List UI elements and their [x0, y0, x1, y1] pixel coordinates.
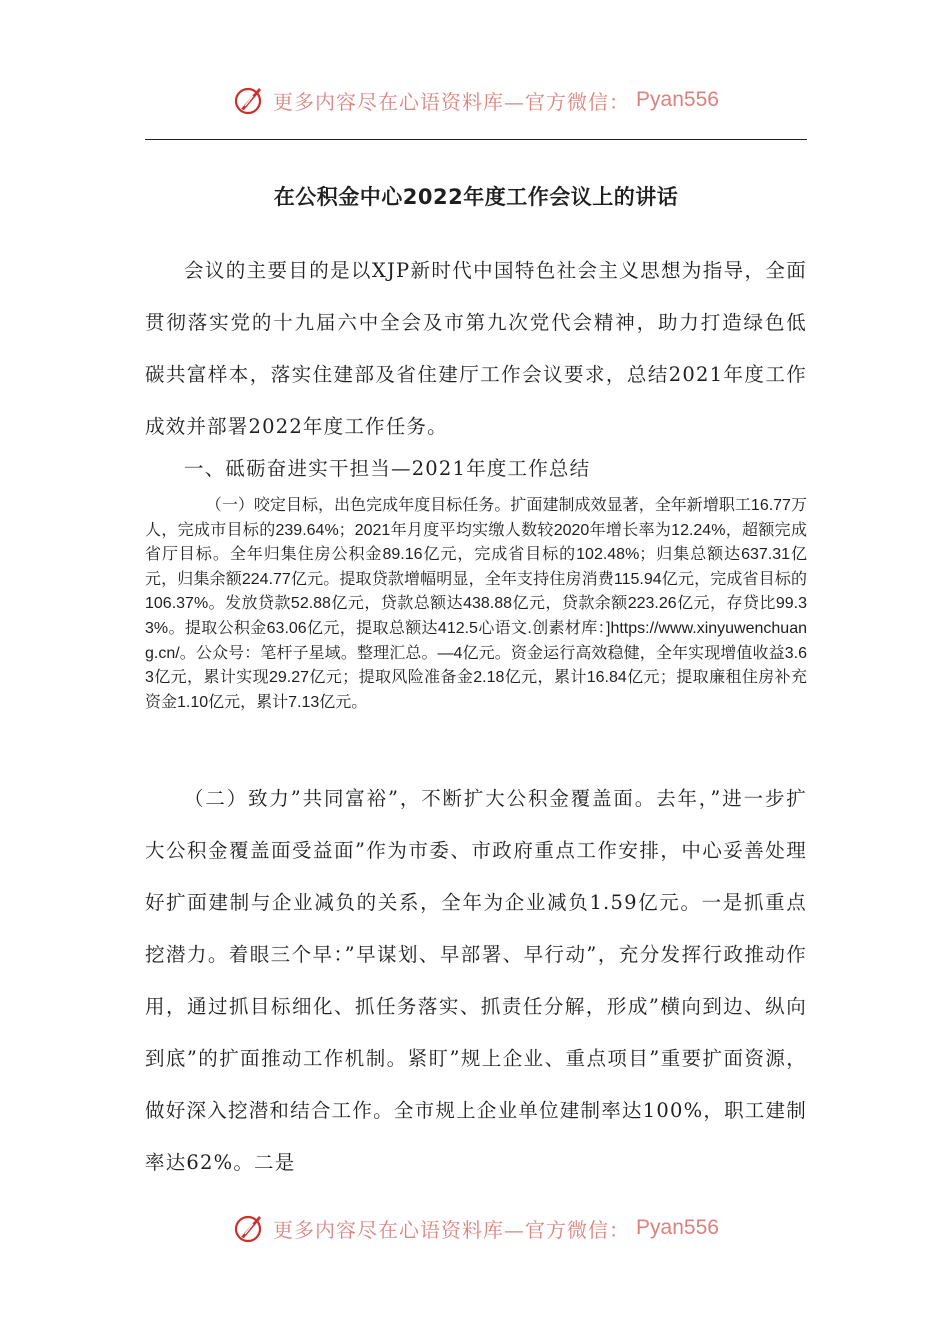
watermark-wechat-id: Pyan556 [636, 1216, 719, 1239]
intro-paragraph: 会议的主要目的是以XJP新时代中国特色社会主义思想为指导，全面贯彻落实党的十九届六中全会及市第九次党代会精神，助力打造绿色低碳共富样本，落实住建部及省住建厅工作会议要求，总结2021年度工作成效并部署2022年度工作任务。 [145, 259, 807, 438]
watermark-footer [0, 1210, 950, 1246]
header-divider [145, 139, 807, 140]
quill-circle-icon [231, 1210, 267, 1246]
watermark-wechat-id: Pyan556 [636, 88, 719, 111]
watermark-text: 更多内容尽在心语资料库—官方微信： [273, 1217, 631, 1242]
achievements-paragraph: （一）咬定目标，出色完成年度目标任务。扩面建制成效显著，全年新增职工16.77万人，完成市目标的239.64%；2021年月度平均实缴人数较2020年增长率为12.24%，超额完成省厅目标。全年归集住房公积金89.16亿元，完成省目标的102.48%；归集总额达637.31亿元，归集余额224.77亿元。提取贷款增幅明显，全年支持住房消费115.94亿元，完成省目标的106.37%。发放贷款52.88亿元，贷款总额达438.88亿元，贷款余额223.26亿元，存贷比99.33%。提取公积金63.06亿元，提取总额达412.5心语文.创素材库：]https://www.xinyuwenchuang.cn/。公众号：笔杆子星域。整理汇总。—4亿元。资金运行高效稳健，全年实现增值收益3.63亿元，累计实现29.27亿元；提取风险准备金2.18亿元，累计16.84亿元；提取廉租住房补充资金1.10亿元，累计7.13亿元。 [145, 497, 807, 711]
watermark-text: 更多内容尽在心语资料库—官方微信： [273, 89, 631, 114]
document-title: 在公积金中心2022年度工作会议上的讲话 [273, 185, 679, 209]
quill-circle-icon [231, 82, 267, 118]
section-heading: 一、砥砺奋进实干担当—2021年度工作总结 [184, 457, 591, 480]
watermark-header [0, 82, 950, 118]
common-prosperity-paragraph: （二）致力”共同富裕”，不断扩大公积金覆盖面。去年，”进一步扩大公积金覆盖面受益面”作为市委、市政府重点工作安排，中心妥善处理好扩面建制与企业减负的关系，全年为企业减负1.59亿元。一是抓重点挖潜力。着眼三个早：”早谋划、早部署、早行动”，充分发挥行政推动作用，通过抓目标细化、抓任务落实、抓责任分解，形成”横向到边、纵向到底”的扩面推动工作机制。紧盯”规上企业、重点项目”重要扩面资源，做好深入挖潜和结合工作。全市规上企业单位建制率达100%，职工建制率达62%。二是 [145, 787, 807, 1174]
